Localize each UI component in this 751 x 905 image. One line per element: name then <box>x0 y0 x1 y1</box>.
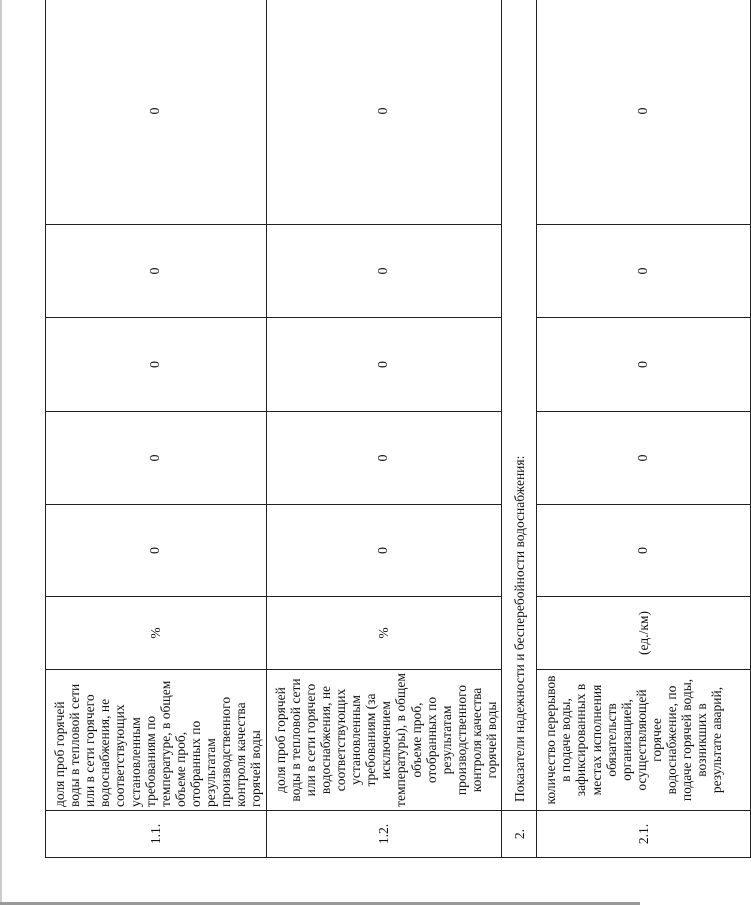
value-cell: 0 <box>266 318 502 412</box>
indicator-description: количество перерывов в подаче воды, зафиксированных в местах исполнения обязательств организацией, осуществляющей горячее водоснабжение, по подаче горячей воды, возникших в результате аварий, <box>537 670 751 811</box>
value-cell: 0 <box>537 225 751 318</box>
section-number: 2. <box>502 811 537 858</box>
value-cell: 0 <box>266 225 502 318</box>
section-title: Показатели надежности и бесперебойности водоснабжения: <box>502 0 537 811</box>
section-header-row <box>502 0 537 858</box>
value-cell: 0 <box>46 412 267 505</box>
value-cell: 0 <box>46 225 267 318</box>
value-cell: 0 <box>537 318 751 412</box>
value-cell: 0 <box>537 412 751 505</box>
value-cell: 0 <box>46 318 267 412</box>
table-row-1-2 <box>266 0 502 858</box>
table-row-1-1 <box>46 0 267 858</box>
row-number: 1.1. <box>46 811 267 858</box>
value-cell: 0 <box>537 0 751 225</box>
indicator-description: доля проб горячей воды в тепловой сети или в сети горячего водоснабжения, не соответствующих установленным требованиям (за исключением температуры), в общем объеме проб, отобранных по результатам производственного контроля качества горячей воды <box>266 670 502 811</box>
table-row-2-1 <box>537 0 751 858</box>
value-cell: 0 <box>266 505 502 597</box>
value-cell: 0 <box>266 412 502 505</box>
value-cell: 0 <box>46 0 267 225</box>
value-cell: 0 <box>537 505 751 597</box>
page-left-edge <box>0 0 2 905</box>
unit-cell: (ед./км) <box>537 597 751 670</box>
value-cell: 0 <box>266 0 502 225</box>
indicators-table <box>45 0 751 858</box>
rotated-table-container <box>45 0 725 858</box>
row-number: 1.2. <box>266 811 502 858</box>
row-number: 2.1. <box>537 811 751 858</box>
value-cell: 0 <box>46 505 267 597</box>
indicator-description: доля проб горячей воды в тепловой сети или в сети горячего водоснабжения, не соответствующих установленным требованиям по температуре, в общем объеме проб, отобранных по результатам производственного контроля качества горячей воды <box>46 670 267 811</box>
unit-cell: % <box>266 597 502 670</box>
unit-cell: % <box>46 597 267 670</box>
